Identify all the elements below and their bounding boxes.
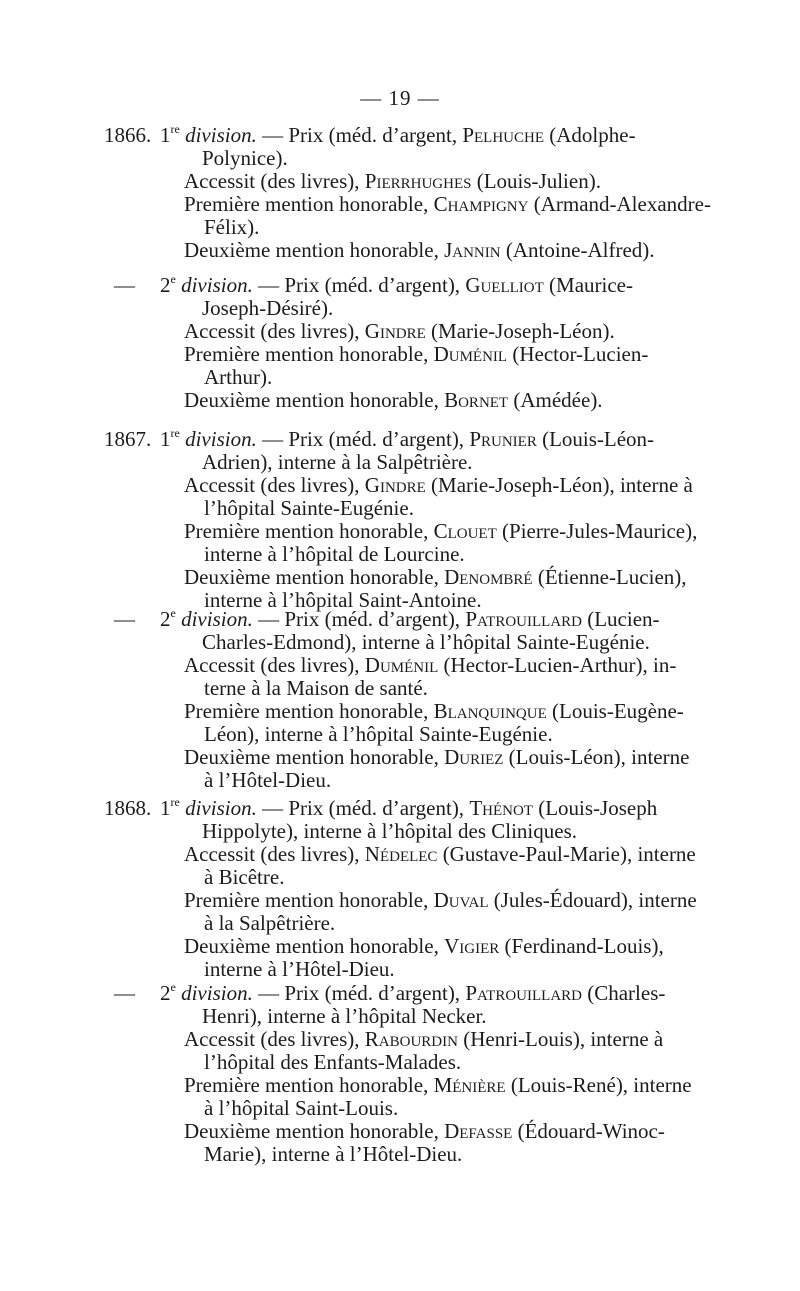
prize-line <box>160 124 636 146</box>
division-ordinal: e <box>170 606 176 620</box>
prize-text-end: (Charles- <box>581 981 666 1005</box>
first-mention-continuation: à l’hôpital Saint-Louis. <box>204 1096 399 1120</box>
division-label: division. <box>185 796 257 820</box>
second-mention-line <box>184 935 664 957</box>
first-mention-line <box>184 889 697 911</box>
second-mention-text-end: (Antoine-Alfred). <box>500 238 655 262</box>
first-mention-continuation: interne à l’hôpital de Lourcine. <box>204 542 465 566</box>
division-ordinal: re <box>170 426 180 440</box>
first-mention-name: Blanquinque <box>433 699 547 723</box>
prize-line <box>160 428 654 450</box>
second-mention-line <box>184 566 687 588</box>
accessit-line <box>184 1028 663 1050</box>
accessit-text: Accessit (des livres), <box>184 319 365 343</box>
year-dash: — <box>114 607 135 631</box>
accessit-line <box>184 654 676 676</box>
prize-text: — Prix (méd. d’argent), <box>262 427 470 451</box>
prize-text: — Prix (méd. d’argent, <box>262 123 463 147</box>
prize-line <box>160 797 657 819</box>
second-mention-text: Deuxième mention honorable, <box>184 388 445 412</box>
accessit-name: Gindre <box>364 473 426 497</box>
first-mention-text-end: (Hector-Lucien- <box>507 342 649 366</box>
first-mention-text-end: (Armand-Alexandre- <box>528 192 711 216</box>
first-mention-line <box>184 520 697 542</box>
prize-continuation: Henri), interne à l’hôpital Necker. <box>202 1004 487 1028</box>
first-mention-line <box>184 700 684 722</box>
second-mention-text: Deuxième mention honorable, <box>184 745 445 769</box>
division-number: 1 <box>160 796 171 820</box>
first-mention-continuation: Félix). <box>204 215 260 239</box>
second-mention-name: Duriez <box>444 745 504 769</box>
accessit-continuation: à Bicêtre. <box>204 865 285 889</box>
accessit-continuation: terne à la Maison de santé. <box>204 676 428 700</box>
second-mention-line <box>184 746 689 768</box>
first-mention-name: Champigny <box>433 192 529 216</box>
division-ordinal: re <box>170 122 180 136</box>
division-label: division. <box>181 981 253 1005</box>
division-number: 2 <box>160 273 171 297</box>
laureate-name: Pelhuche <box>462 123 544 147</box>
second-mention-text: Deuxième mention honorable, <box>184 565 445 589</box>
second-mention-name: Bornet <box>444 388 509 412</box>
prize-text-end: (Louis-Joseph <box>532 796 658 820</box>
accessit-name: Rabourdin <box>364 1027 458 1051</box>
laureate-name: Guelliot <box>465 273 544 297</box>
first-mention-name: Duménil <box>433 342 508 366</box>
prize-continuation: Adrien), interne à la Salpêtrière. <box>202 450 473 474</box>
year-label: 1866. <box>104 123 152 147</box>
second-mention-name: Defasse <box>444 1119 513 1143</box>
second-mention-text-end: (Louis-Léon), interne <box>503 745 690 769</box>
page-number: — 19 — <box>360 86 440 110</box>
prize-text-end: (Adolphe- <box>544 123 636 147</box>
first-mention-name: Duval <box>433 888 489 912</box>
division-label: division. <box>185 123 257 147</box>
prize-text-end: (Lucien- <box>581 607 660 631</box>
prize-continuation: Charles-Edmond), interne à l’hôpital Sainte-Eugénie. <box>202 630 650 654</box>
year-label: 1867. <box>104 427 152 451</box>
laureate-name: Patrouillard <box>465 981 582 1005</box>
accessit-name: Pierrhughes <box>364 169 472 193</box>
year-label: 1868. <box>104 796 152 820</box>
first-mention-name: Clouet <box>433 519 497 543</box>
prize-text-end: (Maurice- <box>543 273 633 297</box>
accessit-text: Accessit (des livres), <box>184 169 365 193</box>
division-label: division. <box>181 607 253 631</box>
first-mention-text: Première mention honorable, <box>184 888 434 912</box>
first-mention-continuation: à la Salpêtrière. <box>204 911 336 935</box>
second-mention-continuation: Marie), interne à l’Hôtel-Dieu. <box>204 1142 463 1166</box>
accessit-text-end: (Louis-Julien). <box>471 169 601 193</box>
second-mention-line <box>184 389 603 411</box>
accessit-text: Accessit (des livres), <box>184 653 365 677</box>
second-mention-name: Denombré <box>444 565 533 589</box>
division-label: division. <box>185 427 257 451</box>
prize-text: — Prix (méd. d’argent), <box>262 796 470 820</box>
second-mention-continuation: interne à l’hôpital Saint-Antoine. <box>204 588 482 612</box>
accessit-text-end: (Hector-Lucien-Arthur), in- <box>438 653 677 677</box>
accessit-continuation: l’hôpital des Enfants-Malades. <box>204 1050 462 1074</box>
year-dash: — <box>114 273 135 297</box>
second-mention-text-end: (Amédée). <box>508 388 603 412</box>
accessit-text: Accessit (des livres), <box>184 473 365 497</box>
accessit-continuation: l’hôpital Sainte-Eugénie. <box>204 496 414 520</box>
division-number: 2 <box>160 981 171 1005</box>
division-ordinal: e <box>170 272 176 286</box>
second-mention-text: Deuxième mention honorable, <box>184 238 445 262</box>
prize-continuation: Hippolyte), interne à l’hôpital des Cliniques. <box>202 819 578 843</box>
second-mention-text: Deuxième mention honorable, <box>184 1119 445 1143</box>
division-number: 1 <box>160 427 171 451</box>
second-mention-name: Vigier <box>444 934 500 958</box>
first-mention-name: Ménière <box>433 1073 506 1097</box>
prize-text-end: (Louis-Léon- <box>536 427 655 451</box>
division-label: division. <box>181 273 253 297</box>
second-mention-line <box>184 239 655 261</box>
accessit-text-end: (Marie-Joseph-Léon), interne à <box>425 473 693 497</box>
first-mention-line <box>184 343 648 365</box>
second-mention-text: Deuxième mention honorable, <box>184 934 445 958</box>
second-mention-continuation: interne à l’Hôtel-Dieu. <box>204 957 395 981</box>
first-mention-text: Première mention honorable, <box>184 1073 434 1097</box>
prize-line <box>160 982 665 1004</box>
accessit-line <box>184 843 696 865</box>
second-mention-continuation: à l’Hôtel-Dieu. <box>204 768 332 792</box>
accessit-text: Accessit (des livres), <box>184 1027 365 1051</box>
first-mention-text-end: (Jules-Édouard), interne <box>488 888 697 912</box>
accessit-line <box>184 170 601 192</box>
prize-line <box>160 274 633 296</box>
second-mention-text-end: (Ferdinand-Louis), <box>499 934 664 958</box>
prize-line <box>160 608 660 630</box>
prize-text: — Prix (méd. d’argent), <box>258 273 466 297</box>
first-mention-text-end: (Louis-René), interne <box>505 1073 692 1097</box>
first-mention-text: Première mention honorable, <box>184 519 434 543</box>
first-mention-continuation: Arthur). <box>204 365 273 389</box>
division-ordinal: e <box>170 980 176 994</box>
prize-continuation: Polynice). <box>202 146 288 170</box>
laureate-name: Patrouillard <box>465 607 582 631</box>
accessit-name: Gindre <box>364 319 426 343</box>
first-mention-text: Première mention honorable, <box>184 192 434 216</box>
first-mention-text: Première mention honorable, <box>184 342 434 366</box>
laureate-name: Prunier <box>469 427 537 451</box>
second-mention-text-end: (Étienne-Lucien), <box>532 565 687 589</box>
prize-text: — Prix (méd. d’argent), <box>258 981 466 1005</box>
second-mention-name: Jannin <box>444 238 501 262</box>
second-mention-text-end: (Édouard-Winoc- <box>512 1119 665 1143</box>
prize-continuation: Joseph-Désiré). <box>202 296 334 320</box>
division-number: 1 <box>160 123 171 147</box>
year-dash: — <box>114 981 135 1005</box>
first-mention-text-end: (Louis-Eugène- <box>546 699 684 723</box>
first-mention-text: Première mention honorable, <box>184 699 434 723</box>
accessit-text-end: (Marie-Joseph-Léon). <box>425 319 615 343</box>
accessit-text: Accessit (des livres), <box>184 842 365 866</box>
first-mention-line <box>184 193 711 215</box>
first-mention-text-end: (Pierre-Jules-Maurice), <box>496 519 698 543</box>
first-mention-line <box>184 1074 692 1096</box>
laureate-name: Thénot <box>469 796 533 820</box>
accessit-line <box>184 474 693 496</box>
first-mention-continuation: Léon), interne à l’hôpital Sainte-Eugénie. <box>204 722 553 746</box>
accessit-line <box>184 320 615 342</box>
accessit-name: Nédelec <box>364 842 438 866</box>
division-ordinal: re <box>170 795 180 809</box>
accessit-name: Duménil <box>364 653 439 677</box>
division-number: 2 <box>160 607 171 631</box>
accessit-text-end: (Henri-Louis), interne à <box>457 1027 664 1051</box>
second-mention-line <box>184 1120 665 1142</box>
prize-text: — Prix (méd. d’argent), <box>258 607 466 631</box>
accessit-text-end: (Gustave-Paul-Marie), interne <box>437 842 696 866</box>
